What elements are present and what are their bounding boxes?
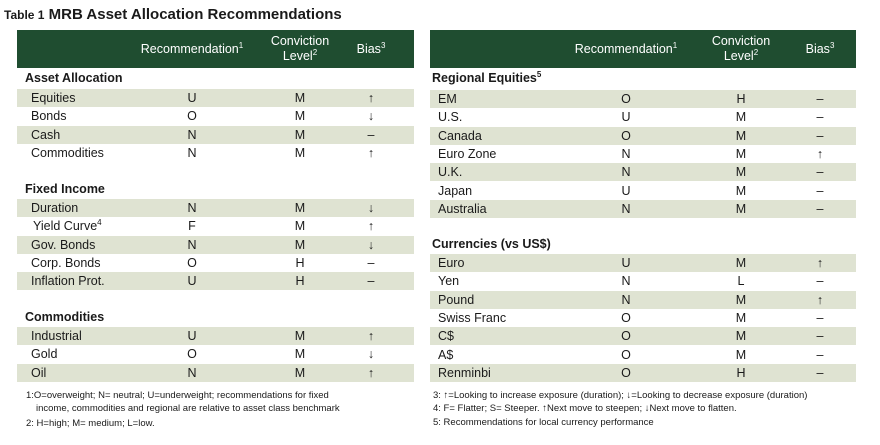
bias-cell: ↑: [816, 256, 824, 270]
header-bias: Bias$^3$: [356, 40, 386, 56]
row-name: Cash: [31, 127, 61, 142]
bias-cell: –: [816, 201, 824, 216]
footnote-1-cont: income, commodities and regional are relative to asset class benchmark: [36, 403, 340, 414]
footnote-1: 1:O=overweight; N= neutral; U=underweight; recommendations for fixed: [26, 390, 329, 401]
bias-cell: –: [816, 310, 824, 325]
row-name: Japan: [438, 183, 473, 198]
conviction-cell: M: [735, 329, 747, 344]
footnotes-right: [433, 389, 873, 429]
header-bias: Bias$^3$: [805, 40, 835, 56]
footnote-5: 5: Recommendations for local currency performance: [433, 417, 654, 428]
footnote-3: 3: ↑=Looking to increase exposure (duration); ↓=Looking to decrease exposure (duration): [433, 390, 808, 401]
row-name: Gov. Bonds: [31, 237, 96, 252]
recommendation-cell: O: [187, 347, 197, 362]
recommendation-cell: N: [187, 365, 197, 380]
conviction-cell: M: [294, 127, 306, 142]
row-name: Yen: [438, 274, 460, 289]
row-name: Renminbi: [438, 365, 491, 380]
table-row: [17, 272, 414, 290]
section-regional-equities: Regional Equities$^5$: [432, 69, 542, 85]
conviction-cell: M: [294, 219, 306, 234]
recommendation-cell: O: [621, 329, 631, 344]
row-name: Corp. Bonds: [31, 255, 101, 270]
conviction-cell: M: [294, 237, 306, 252]
bias-cell: –: [816, 274, 824, 289]
conviction-cell: M: [294, 347, 306, 362]
table-row: [17, 254, 414, 272]
bias-cell: ↑: [367, 145, 375, 160]
bias-cell: ↑: [367, 91, 375, 105]
bias-cell: –: [816, 92, 824, 106]
conviction-cell: M: [294, 91, 306, 105]
conviction-cell: M: [294, 329, 306, 343]
row-name: Australia: [438, 201, 487, 216]
recommendation-cell: U: [621, 183, 631, 198]
table-title-text: MRB Asset Allocation Recommendations: [48, 6, 342, 23]
bias-cell: ↑: [367, 365, 375, 380]
row-name: U.S.: [438, 110, 463, 125]
bias-cell: –: [816, 110, 824, 125]
table-number: Table 1: [4, 8, 45, 22]
row-name: Yield Curve$^4$: [33, 218, 102, 234]
recommendation-cell: U: [621, 256, 631, 270]
table-row: [430, 291, 856, 309]
header-conviction: Conviction Level$^2$: [270, 34, 330, 63]
bias-cell: –: [816, 165, 824, 180]
conviction-cell: M: [735, 292, 747, 307]
conviction-cell: M: [294, 365, 306, 380]
row-name: Duration: [31, 201, 79, 215]
table-row: [430, 327, 856, 345]
table-row: [17, 199, 414, 217]
table-row: [17, 126, 414, 144]
row-name: Pound: [438, 292, 475, 307]
table-row: [17, 364, 414, 382]
row-name: Euro Zone: [438, 146, 497, 161]
recommendation-cell: N: [187, 127, 197, 142]
footnote-2: 2: H=high; M= medium; L=low.: [26, 418, 155, 429]
table-row: [17, 144, 414, 162]
header-recommendation: Recommendation$^1$: [140, 40, 244, 56]
conviction-cell: H: [736, 365, 746, 380]
row-name: Equities: [31, 91, 76, 105]
header-conviction: Conviction Level$^2$: [711, 34, 771, 63]
bias-cell: ↓: [367, 109, 375, 124]
conviction-cell: M: [735, 256, 747, 270]
table-row: [430, 364, 856, 382]
row-name: Gold: [31, 347, 58, 362]
bias-cell: –: [816, 183, 824, 198]
bias-cell: –: [816, 128, 824, 143]
conviction-cell: M: [735, 146, 747, 161]
row-name: A$: [438, 347, 454, 362]
table-row: [17, 107, 414, 125]
recommendation-cell: N: [621, 274, 631, 289]
table-row: [17, 327, 414, 345]
bias-cell: ↓: [367, 347, 375, 362]
bias-cell: ↑: [816, 292, 824, 307]
conviction-cell: H: [736, 92, 746, 106]
section-currencies: Currencies (vs US$): [432, 237, 551, 251]
table-row: [430, 145, 856, 163]
conviction-cell: H: [295, 274, 305, 289]
table-row: [17, 89, 414, 107]
conviction-cell: M: [735, 310, 747, 325]
recommendation-cell: O: [187, 109, 197, 124]
header-recommendation: Recommendation$^1$: [574, 40, 678, 56]
conviction-cell: M: [735, 165, 747, 180]
row-name: Oil: [31, 365, 47, 380]
recommendation-cell: O: [621, 92, 631, 106]
row-name: Swiss Franc: [438, 310, 507, 325]
recommendation-cell: U: [187, 329, 197, 343]
recommendation-cell: U: [187, 91, 197, 105]
table-row: [430, 182, 856, 200]
footnotes-left: [26, 389, 406, 430]
conviction-cell: H: [295, 255, 305, 270]
row-name: EM: [438, 92, 457, 106]
recommendation-cell: O: [621, 128, 631, 143]
left-header: [17, 30, 414, 68]
section-asset-allocation: Asset Allocation: [25, 71, 123, 85]
recommendation-cell: N: [621, 292, 631, 307]
recommendation-cell: U: [621, 110, 631, 125]
table-row: [17, 236, 414, 254]
table-row: [430, 163, 856, 181]
row-name: Commodities: [31, 145, 104, 160]
conviction-cell: M: [735, 128, 747, 143]
recommendation-cell: F: [188, 219, 196, 234]
table-row: [430, 309, 856, 327]
conviction-cell: M: [735, 183, 747, 198]
bias-cell: ↑: [367, 219, 375, 234]
table-row: [430, 272, 856, 290]
recommendation-cell: N: [187, 237, 197, 252]
recommendation-cell: N: [621, 201, 631, 216]
row-name: U.K.: [438, 165, 463, 180]
table-row: [430, 108, 856, 126]
section-commodities: Commodities: [25, 310, 105, 324]
conviction-cell: M: [294, 145, 306, 160]
bias-cell: ↑: [367, 329, 375, 343]
row-name: Bonds: [31, 109, 67, 124]
bias-cell: ↑: [816, 146, 824, 161]
bias-cell: ↓: [367, 237, 375, 252]
section-fixed-income: Fixed Income: [25, 182, 105, 196]
footnote-4: 4: F= Flatter; S= Steeper. ↑Next move to steepen; ↓Next move to flatten.: [433, 403, 737, 414]
recommendation-cell: O: [621, 365, 631, 380]
row-name: Inflation Prot.: [31, 274, 105, 289]
conviction-cell: M: [735, 201, 747, 216]
recommendation-cell: N: [187, 145, 197, 160]
table-row: [430, 254, 856, 272]
conviction-cell: M: [294, 109, 306, 124]
conviction-cell: M: [294, 201, 306, 215]
recommendation-cell: O: [187, 255, 197, 270]
table-row: [17, 345, 414, 363]
table-row: [430, 127, 856, 145]
right-header: [430, 30, 856, 68]
conviction-cell: M: [735, 347, 747, 362]
recommendation-cell: N: [187, 201, 197, 215]
bias-cell: –: [816, 347, 824, 362]
row-name: C$: [438, 329, 454, 344]
table-row: [430, 346, 856, 364]
recommendation-cell: N: [621, 146, 631, 161]
bias-cell: –: [367, 274, 375, 289]
conviction-cell: M: [735, 110, 747, 125]
recommendation-cell: N: [621, 165, 631, 180]
table-title: [4, 6, 342, 23]
row-name: Canada: [438, 128, 482, 143]
bias-cell: ↓: [367, 201, 375, 215]
table-row: [430, 200, 856, 218]
row-name: Euro: [438, 256, 465, 270]
conviction-cell: L: [737, 274, 745, 289]
recommendation-cell: O: [621, 347, 631, 362]
bias-cell: –: [367, 255, 375, 270]
recommendation-cell: U: [187, 274, 197, 289]
bias-cell: –: [816, 365, 824, 380]
bias-cell: –: [367, 127, 375, 142]
table-row: [17, 217, 414, 235]
recommendation-cell: O: [621, 310, 631, 325]
row-name: Industrial: [31, 329, 82, 343]
bias-cell: –: [816, 329, 824, 344]
table-row: [430, 90, 856, 108]
